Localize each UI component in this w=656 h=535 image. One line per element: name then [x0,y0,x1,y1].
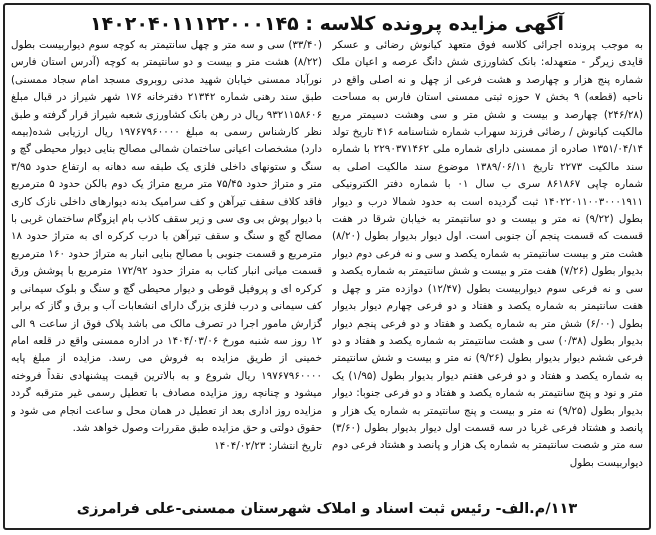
notice-left-text: (۳۳/۴۰) سی و سه متر و چهل سانتیمتر به کوچه سوم دیواربیست بطول (۸/۲۲) هشت متر و بیست و دو سانتیمتر به کوچه (آدرس استان فارس نورآباد ممسنی خیابان شهید مدنی روبروی مسجد امام سجاد ممسنی) طبق سند رهنی شماره ۲۱۳۴۲ دفترخانه ۱۷۶ شهر شیراز در قبال مبلغ ۹۳۲۱۱۵۸۶۰۶ ریال در رهن بانک کشاورزی شعبه شیراز قرار گرفته و طبق نظر کارشناس رسمی به مبلغ ۱۹۷۶۷۹۶۰۰۰۰ ریال ارزیابی شده(بیمه دارد) مشخصات اعیانی ساختمان شمالی مصالح بنایی دیوار محیطی گچ و سنگ و ستونهای داخلی فلزی یک طبقه سه دهانه به ارتفاع حدود ۳/۹۵ متر و متراژ حدود ۷۵/۴۵ متر مربع متراژ یک دوم بالکن حدود ۵ مترمربع فاقد کلاف سقف تیرآهن و کف سرامیک بدنه دیوارهای داخلی نازک کاری با دیوار پوش بی وی سی و زیر سقف کاذب بام ایزوگام ساختمان غربی با مصالح گچ و سنگ و سقف تیرآهن با درب کرکره ای به متراژ حدود ۱۸ مترمربع و قسمت جنوبی با مصالح بنایی انبار به متراژ حدود ۱۶۰ مترمربع قسمت میانی انبار کتاب به متراژ حدود ۱۷۲/۹۲ مترمربع با پوشش ورق کرکره ای و پروفیل قوطی و دیوار محیطی گچ و سنگ و بلوک سیمانی و کف سیمانی و درب فلزی بزرگ دارای انشعابات آب و برق و گاز که برابر گزارش مامور اجرا در تصرف مالک می باشد پلاک فوق از ساعت ۹ الی ۱۲ روز سه شنبه مورخ ۱۴۰۴/۰۳/۰۶ در اداره ممسنی واقع در قلعه امام خمینی از طریق مزایده به فروش می رسد. مزایده از مبلغ پایه ۱۹۷۶۷۹۶۰۰۰۰ ریال شروع و به بالاترین قیمت پیشنهادی نقداً فروخته میشود و چنانچه روز مزایده مصادف با تعطیل رسمی غیر مترقبه گردد مزایده روز اداری بعد از تعطیل در همان محل و ساعت انجام می شود و حقوق دولتی و حق مزایده طبق مقررات وصول خواهد شد. [11,39,322,434]
auction-notice [3,3,651,530]
notice-body [11,37,643,489]
notice-right-column [332,37,643,489]
notice-left-column [11,37,322,489]
publication-date: تاریخ انتشار: ۱۴۰۴/۰۲/۲۳ [214,440,322,453]
notice-title: آگهی مزایده پرونده کلاسه : ۱۴۰۲۰۴۰۱۱۱۲۲۰۰۰۱۴۵ [90,13,564,35]
notice-right-text: به موجب پرونده اجرائی کلاسه فوق متعهد کیانوش رضائی و عسکر قایدی زیرگر - متعهدله: بانک کشاورزی شش دانگ عرصه و اعیان ملک شماره پنج هزار و چهارصد و هشت فرعی از چهل و نه اصلی واقع در ناحیه (قطعه) ۹ بخش ۷ حوزه ثبتی ممسنی استان فارس به مساحت (۲۴۶/۲۸) چهارصد و بیست و شش متر و سی وهشت دسیمتر مربع مالکیت کیانوش / رضائی فرزند سهراب شماره شناسنامه ۴۱۶ تاریخ تولد ۱۳۵۱/۰۴/۱۴ صادره از ممسنی دارای شماره ملی ۲۲۹۰۳۷۱۴۶۲ با شماره سند مالکیت ۲۲۷۳ تاریخ ۱۳۸۹/۰۶/۱۱ موضوع سند مالکیت اصلی به شماره چاپی ۸۶۱۸۶۷ سری ب سال ۰۱ با شماره دفتر الکترونیکی ۱۴۰۲۲۰۱۱۰۰۳۰۰۰۱۹۱۱ ثبت گردیده است به حدود شمالا درب و دیوار بطول (۹/۲۲) نه متر و بیست و دو سانتیمتر به خیابان شرقا در هفت قسمت که قسمت پنجم آن جنوبی است. اول دیوار بدیوار بطول (۸/۲۰) هشت متر و بیست سانتیمتر به شماره یکصد و سی و نه فرعی دوم دیوار بدیوار بطول (۷/۲۶) هفت متر و بیست و شش سانتیمتر به شماره یکصد و سی و نه فرعی سوم دیواربیست بطول (۱۲/۴۷) دوازده متر و چهل و هفت سانتیمتر به شماره یکصد و هفتاد و دو فرعی چهارم دیوار بدیوار بطول (۶/۰۰) شش متر به شماره یکصد و هفتاد و دو فرعی پنجم دیوار بدیوار بطول (۰/۳۸) سی و هشت سانتیمتر به شماره یکصد و هفتاد و دو فرعی ششم دیوار بدیوار بطول (۹/۲۶) نه متر و بیست و شش سانتیمتر به شماره یکصد و هفتاد و دو فرعی هفتم دیوار بدیوار بطول (۱/۹۵) یک متر و نود و پنج سانتیمتر به شماره یکصد و هفتاد و دو فرعی جنوبا: دیوار بدیوار بطول (۹/۲۵) نه متر و بیست و پنج سانتیمتر به شماره یک هزار و پانصد و هشتاد فرعی غربا در سه قسمت اول دیوار بدیوار بطول (۳/۶۰) سه متر و شصت سانتیمتر به شماره یک هزار و پانصد و هشتاد فرعی دوم دیواربیست بطول [332,39,643,469]
notice-signature: ۱۱۳/م.الف- رئیس ثبت اسناد و املاک شهرستان ممسنی-علی فرامرزی [76,501,578,517]
